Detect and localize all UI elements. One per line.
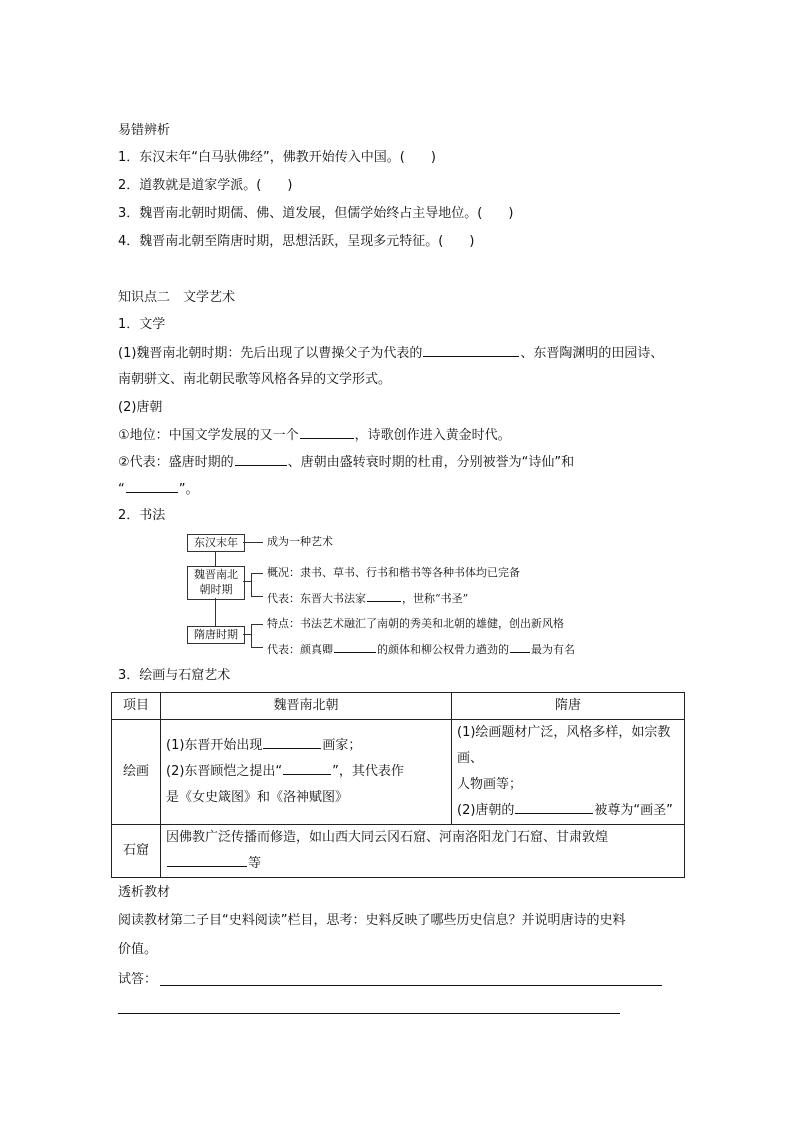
mistake-item-1: 1．东汉末年“白马驮佛经”，佛教开始传入中国。( ) [118,150,436,165]
cell-line: (1)绘画题材广泛，风格多样，如宗教画、 [457,725,671,766]
analysis-line1: 阅读教材第二子目“史料阅读”栏目，思考：史料反映了哪些历史信息？并说明唐诗的史料 [118,913,626,928]
section-heading: 知识点二 文学艺术 [118,290,236,305]
table-row [112,825,685,878]
connector [251,573,263,574]
text: ①地位：中国文学发展的又一个 [118,428,299,443]
blank[interactable] [334,641,376,653]
text: (1)东晋开始出现 [166,738,263,753]
tree-node-weijin-line2: 朝时期 [199,583,233,596]
connector [251,647,263,648]
cell-line: 是《女史箴图》和《洛神赋图》 [166,790,349,805]
blank[interactable] [283,761,331,775]
answer-line-1[interactable] [160,985,662,986]
mistake-item-3: 3．魏晋南北朝时期儒、佛、道发展，但儒学始终占主导地位。( ) [118,206,514,221]
tree-node-suitang: 隋唐时期 [187,626,245,644]
text: 、东晋陶渊明的田园诗、 [520,346,664,361]
connector [215,598,216,626]
text: ”，其代表作 [332,764,404,779]
blank[interactable] [510,641,530,653]
connector [243,542,263,543]
text: 画家； [322,738,362,753]
text: 最为有名 [531,643,575,656]
literature-p2: (2)唐朝 [118,400,163,415]
answer-line-2[interactable] [118,1013,620,1014]
row-label-painting: 绘画 [112,720,161,825]
tree-node-weijin-line1: 魏晋南北 [194,568,238,581]
connector [215,551,216,566]
art-table [111,692,685,878]
connector [243,634,251,635]
table-row [112,720,685,825]
tree-text-eastern-han: 成为一种艺术 [267,535,333,548]
mistake-item-4: 4．魏晋南北朝至隋唐时期，思想活跃，呈现多元特征。( ) [118,234,475,249]
tree-text-suitang-feature: 特点：书法艺术融汇了南朝的秀美和北朝的雄健，创出新风格 [267,617,564,630]
mistake-item-2: 2．道教就是道家学派。( ) [118,178,293,193]
text: ，诗歌创作进入黄金时代。 [354,428,511,443]
blank[interactable] [235,452,287,466]
cell-line: 人物画等； [457,777,523,792]
header-weijin: 魏晋南北朝 [161,693,452,720]
blank[interactable] [423,343,519,357]
header-item: 项目 [112,693,161,720]
table-header-row [112,693,685,720]
text: “ [118,482,125,497]
tree-node-weijin [187,566,245,600]
cell-grotto [161,825,685,878]
cell-painting-weijin [161,720,452,825]
tree-text-weijin-overview: 概况：隶书、草书、行书和楷书等各种书体均已完备 [267,566,520,579]
row-label-grotto: 石窟 [112,825,161,878]
cell-line [166,759,446,785]
cell-painting-suitang [452,720,685,825]
literature-p3 [118,425,511,446]
analysis-heading: 透析教材 [118,885,171,900]
text: 被尊为“画圣” [594,803,673,818]
text: ”。 [178,482,199,497]
text: 等 [248,856,262,871]
header-suitang: 隋唐 [452,693,685,720]
blank[interactable] [300,425,354,439]
connector [251,624,263,625]
blank[interactable] [167,853,247,867]
blank[interactable] [126,479,178,493]
text: 的颜体和柳公权骨力遒劲的 [377,643,509,656]
cell-line [457,798,679,824]
text: (2)东晋顾恺之提出“ [166,764,283,779]
literature-p4 [118,452,574,473]
blank[interactable] [515,800,593,814]
text: 代表：东晋大书法家 [267,592,366,605]
connector [251,596,263,597]
answer-label: 试答： [118,972,158,987]
painting-title: 3．绘画与石窟艺术 [118,668,231,683]
literature-p1 [118,343,663,364]
text: (1)魏晋南北朝时期：先后出现了以曹操父子为代表的 [118,346,423,361]
blank[interactable] [263,735,321,749]
text: ，世称“书圣” [402,592,469,605]
literature-p1-cont: 南朝骈文、南北朝民歌等风格各异的文学形式。 [118,372,392,387]
tree-text-suitang-rep [267,641,575,657]
cell-line: 因佛教广泛传播而修造，如山西大同云冈石窟、河南洛阳龙门石窟、甘肃敦煌 [166,830,609,845]
connector [251,624,252,648]
text: 、唐朝由盛转衰时期的杜甫，分别被誉为“诗仙”和 [287,455,575,470]
connector [251,573,252,597]
connector [243,581,251,582]
literature-title: 1．文学 [118,317,166,332]
blank[interactable] [367,590,401,602]
text: 代表：颜真卿 [267,643,333,656]
mistakes-heading: 易错辨析 [118,123,171,138]
text: ②代表：盛唐时期的 [118,455,234,470]
cell-line [166,851,679,877]
literature-p5 [118,479,199,500]
tree-text-weijin-rep [267,590,468,606]
cell-line [166,733,446,759]
text: (2)唐朝的 [457,803,515,818]
calligraphy-title: 2．书法 [118,508,166,523]
tree-node-eastern-han: 东汉末年 [187,534,245,552]
analysis-line2: 价值。 [118,942,158,957]
